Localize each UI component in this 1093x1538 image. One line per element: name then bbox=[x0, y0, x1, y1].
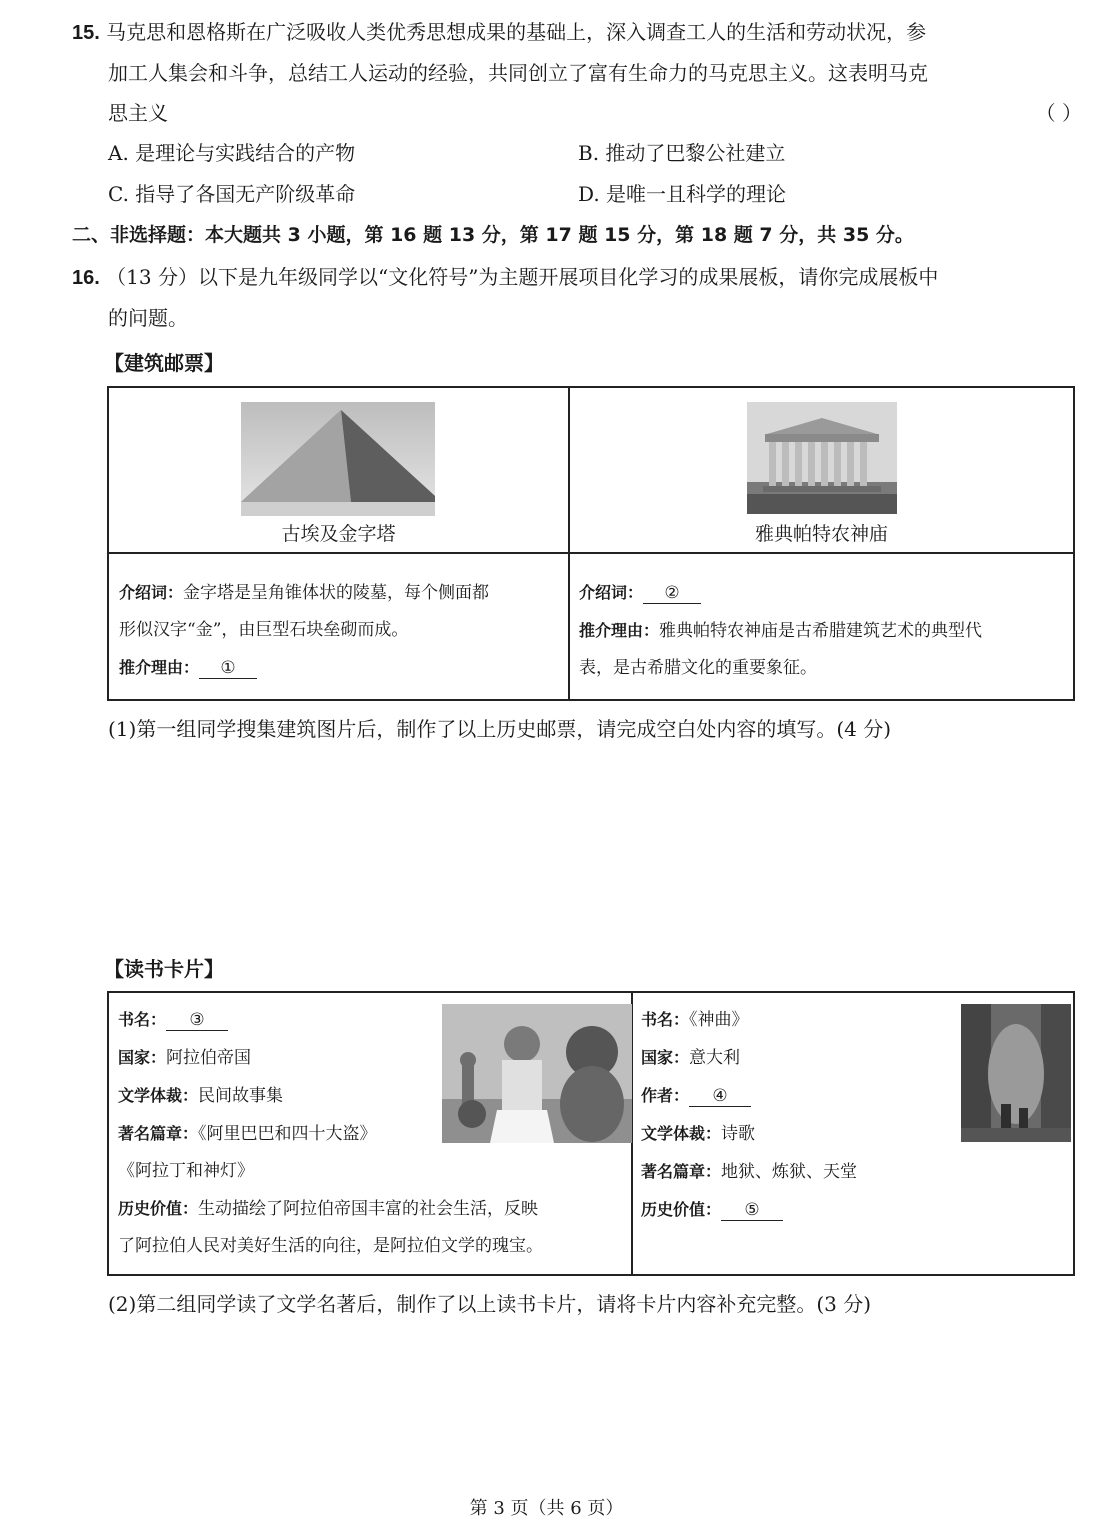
sub-question-1: (1)第一组同学搜集建筑图片后，制作了以上历史邮票，请完成空白处内容的填写。(4 分) bbox=[108, 717, 892, 741]
page-footer: 第 3 页（共 6 页） bbox=[469, 1498, 624, 1519]
cards-board bbox=[107, 991, 1075, 1276]
option-a[interactable]: A. 是理论与实践结合的产物 bbox=[108, 141, 356, 165]
blank-4[interactable]: ④ bbox=[689, 1086, 751, 1107]
inferno-image bbox=[961, 1004, 1071, 1142]
blank-2[interactable]: ② bbox=[643, 583, 701, 604]
q15-line3: 思主义 （ ） bbox=[72, 93, 1082, 133]
section-2-heading: 二、非选择题：本大题共 3 小题，第 16 题 13 分，第 17 题 15 分，第 18 题 7 分，共 35 分。 bbox=[72, 224, 914, 246]
option-c[interactable]: C. 指导了各国无产阶级革命 bbox=[108, 182, 356, 206]
pyramid-image bbox=[241, 402, 435, 516]
card-divine-comedy: 书名：《神曲》 国家：意大利 作者： ④ 文学体裁：诗歌 著名篇章：地狱、炼狱、天堂 历史价值： ⑤ bbox=[641, 1010, 858, 1220]
blank-1[interactable]: ① bbox=[199, 658, 257, 679]
q15-line1: 15. 马克思和恩格斯在广泛吸收人类优秀思想成果的基础上，深入调查工人的生活和劳动状况，参 bbox=[72, 20, 927, 44]
stamps-board bbox=[107, 386, 1075, 701]
cards-title: 【读书卡片】 bbox=[104, 957, 224, 981]
blank-3[interactable]: ③ bbox=[166, 1010, 228, 1031]
blank-5[interactable]: ⑤ bbox=[721, 1200, 783, 1221]
pyramid-intro: 介绍词：金字塔是呈角锥体状的陵墓，每个侧面都 形似汉字“金”，由巨型石块垒砌而成。 推介理由： ① bbox=[119, 574, 564, 687]
pyramid-caption: 古埃及金字塔 bbox=[281, 523, 396, 545]
question-15 bbox=[72, 12, 1082, 133]
divider bbox=[109, 552, 1073, 554]
option-b[interactable]: B. 推动了巴黎公社建立 bbox=[578, 141, 786, 165]
parthenon-image bbox=[747, 402, 897, 514]
answer-paren: （ ） bbox=[1035, 101, 1082, 125]
card-arabian-nights: 书名： ③ 国家：阿拉伯帝国 文学体裁：民间故事集 著名篇章：《阿里巴巴和四十大盗》 《阿拉丁和神灯》 历史价值：生动描绘了阿拉伯帝国丰富的社会生活，反映 了阿拉伯人民对美好生活的向往，是阿拉伯文学的瑰宝。 bbox=[118, 1010, 543, 1256]
q16-line2: 的问题。 bbox=[108, 306, 188, 330]
pyramid-reason: 推介理由： ① bbox=[119, 649, 564, 687]
question-16 bbox=[72, 257, 1082, 338]
q15-line2: 加工人集会和斗争，总结工人运动的经验，共同创立了富有生命力的马克思主义。这表明马克 bbox=[108, 61, 928, 85]
q16-line1: 16. （13 分）以下是九年级同学以“文化符号”为主题开展项目化学习的成果展板，请你完成展板中 bbox=[72, 265, 939, 289]
option-d[interactable]: D. 是唯一且科学的理论 bbox=[578, 182, 787, 206]
stamps-title: 【建筑邮票】 bbox=[104, 351, 224, 375]
parthenon-intro: 介绍词： ② 推介理由：雅典帕特农神庙是古希腊建筑艺术的典型代 表，是古希腊文化的重要象征。 bbox=[579, 583, 983, 678]
parthenon-caption: 雅典帕特农神庙 bbox=[754, 523, 888, 545]
sub-question-2: (2)第二组同学读了文学名著后，制作了以上读书卡片，请将卡片内容补充完整。(3 分) bbox=[108, 1292, 872, 1316]
